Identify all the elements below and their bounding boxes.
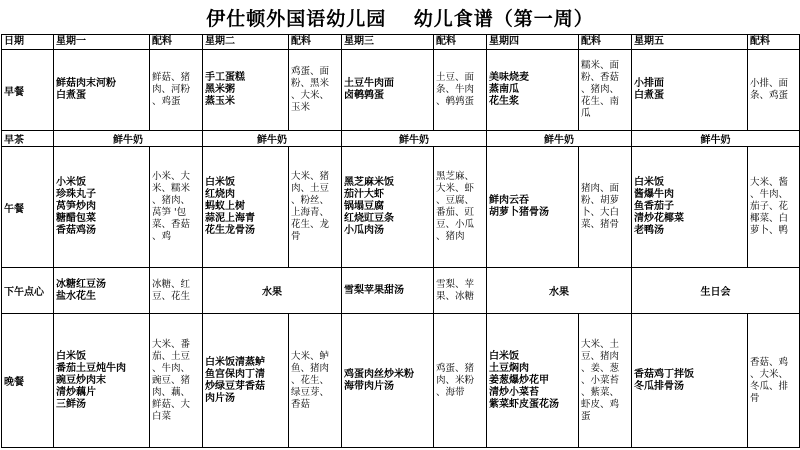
dish: 蒜泥上海青 bbox=[205, 213, 255, 225]
dish: 白米饭 bbox=[634, 177, 664, 189]
dish: 胡萝卜猪骨汤 bbox=[489, 207, 549, 219]
header-tuesday: 星期二 bbox=[203, 35, 289, 50]
afternoon-snack-row bbox=[2, 268, 800, 314]
snack-thu: 水果 bbox=[487, 268, 632, 314]
lunch-mon-dishes bbox=[54, 147, 150, 268]
dish: 鲜肉云吞 bbox=[489, 195, 529, 207]
dish: 海带肉片汤 bbox=[344, 380, 394, 392]
dish: 蒸玉米 bbox=[205, 96, 235, 108]
dish: 清炒藕片 bbox=[56, 386, 96, 398]
dish: 肉片汤 bbox=[205, 392, 235, 404]
dish: 花生浆 bbox=[489, 96, 519, 108]
dish: 小瓜肉汤 bbox=[344, 225, 384, 237]
dish: 鱼宫保肉丁清 bbox=[205, 368, 265, 380]
morning-tea-thu: 鲜牛奶 bbox=[487, 130, 632, 146]
breakfast-fri-ingredients: 小排、面 条、鸡蛋 bbox=[748, 50, 800, 131]
snack-tue: 水果 bbox=[203, 268, 342, 314]
header-wednesday: 星期三 bbox=[342, 35, 434, 50]
meal-label-morning-tea: 早茶 bbox=[2, 130, 54, 146]
dish: 白煮蛋 bbox=[56, 90, 86, 102]
dinner-mon-ingredients: 大米、番 茄、土豆 、牛肉、 豌豆、猪 肉、藕、 鲜菇、大 白菜 bbox=[150, 314, 203, 448]
header-friday: 星期五 bbox=[632, 35, 748, 50]
header-thursday: 星期四 bbox=[487, 35, 579, 50]
dish: 鸡蛋肉丝炒米粉 bbox=[344, 368, 414, 380]
dish: 豌豆炒肉末 bbox=[56, 374, 106, 386]
lunch-thu-ingredients: 猪肉、面 粉、胡萝 卜、大白 菜、猪骨 bbox=[579, 147, 632, 268]
dish: 三鲜汤 bbox=[56, 398, 86, 410]
dish: 糖醋包菜 bbox=[56, 213, 96, 225]
dish: 珍珠丸子 bbox=[56, 189, 96, 201]
header-ingredients: 配料 bbox=[150, 35, 203, 50]
breakfast-row bbox=[2, 50, 800, 131]
dish: 清炒小菜苔 bbox=[489, 386, 539, 398]
dish: 黑芝麻米饭 bbox=[344, 177, 394, 189]
header-ingredients: 配料 bbox=[289, 35, 342, 50]
dish: 鲜菇肉末河粉 bbox=[56, 78, 116, 90]
dish: 红烧肉 bbox=[205, 189, 235, 201]
dish: 茄汁大虾 bbox=[344, 189, 384, 201]
dinner-thu-ingredients: 大米、土 豆、猪肉 、姜、葱 、小菜苔 、紫菜、 虾皮、鸡 蛋 bbox=[579, 314, 632, 448]
header-monday: 星期一 bbox=[54, 35, 150, 50]
meal-label-lunch: 午餐 bbox=[2, 147, 54, 268]
dish: 白米饭 bbox=[56, 350, 86, 362]
header-ingredients: 配料 bbox=[579, 35, 632, 50]
dinner-row bbox=[2, 314, 800, 448]
dinner-mon-dishes bbox=[54, 314, 150, 448]
dish: 白煮蛋 bbox=[634, 90, 664, 102]
dinner-thu-dishes bbox=[487, 314, 579, 448]
header-date: 日期 bbox=[2, 35, 54, 50]
dinner-wed-ingredients: 鸡蛋、猪 肉、米粉 、海带 bbox=[434, 314, 487, 448]
weekly-menu-table bbox=[1, 34, 800, 448]
dish: 莴笋炒肉 bbox=[56, 201, 96, 213]
dish: 老鸭汤 bbox=[634, 225, 664, 237]
meal-label-dinner: 晚餐 bbox=[2, 314, 54, 448]
breakfast-wed-ingredients: 土豆、面 条、牛肉 、鹌鹑蛋 bbox=[434, 50, 487, 131]
dish: 盐水花生 bbox=[56, 290, 96, 302]
dish: 香菇鸡汤 bbox=[56, 225, 96, 237]
dinner-tue-dishes bbox=[203, 314, 289, 448]
lunch-mon-ingredients: 小米、大 米、糯米 、猪肉、 莴笋 '包 菜、香菇 、鸡 bbox=[150, 147, 203, 268]
lunch-fri-dishes bbox=[632, 147, 748, 268]
breakfast-tue-dishes bbox=[203, 50, 289, 131]
dish: 紫菜虾皮蛋花汤 bbox=[489, 398, 559, 410]
dish: 番茄土豆炖牛肉 bbox=[56, 362, 126, 374]
lunch-fri-ingredients: 大米、酱 、牛肉、 茄子、花 椰菜、白 萝卜、鸭 bbox=[748, 147, 800, 268]
dish: 蚂蚁上树 bbox=[205, 201, 245, 213]
morning-tea-fri: 鲜牛奶 bbox=[632, 130, 800, 146]
dish: 锅塌豆腐 bbox=[344, 201, 384, 213]
dish: 姜葱爆炒花甲 bbox=[489, 374, 549, 386]
dish: 红烧豇豆条 bbox=[344, 213, 394, 225]
dish: 酱爆牛肉 bbox=[634, 189, 674, 201]
page-title: 伊仕顿外国语幼儿园 幼儿食谱（第一周） bbox=[206, 7, 594, 30]
lunch-tue-dishes bbox=[203, 147, 289, 268]
dish: 冰糖红豆汤 bbox=[56, 278, 106, 290]
lunch-tue-ingredients: 大米、猪 肉、土豆 、粉丝、 上海青、 花生、龙 骨 bbox=[289, 147, 342, 268]
dish: 土豆牛肉面 bbox=[344, 78, 394, 90]
dish: 黑米粥 bbox=[205, 84, 235, 96]
dish: 炒绿豆芽香菇 bbox=[205, 380, 265, 392]
dish: 手工蛋糕 bbox=[205, 72, 245, 84]
header-ingredients: 配料 bbox=[748, 35, 800, 50]
breakfast-wed-dishes bbox=[342, 50, 434, 131]
breakfast-thu-ingredients: 糯米、面 粉、香菇 、猪肉、 花生、南 瓜 bbox=[579, 50, 632, 131]
morning-tea-tue: 鲜牛奶 bbox=[203, 130, 342, 146]
dish: 白米饭清蒸鲈 bbox=[205, 356, 265, 368]
dish: 土豆焖肉 bbox=[489, 362, 529, 374]
lunch-thu-dishes bbox=[487, 147, 579, 268]
dish: 香菇鸡丁拌饭 bbox=[634, 368, 694, 380]
breakfast-fri-dishes bbox=[632, 50, 748, 131]
dinner-tue-ingredients: 大米、鲈 鱼、猪肉 、花生、 绿豆芽、 香菇 bbox=[289, 314, 342, 448]
morning-tea-row bbox=[2, 130, 800, 146]
morning-tea-wed: 鲜牛奶 bbox=[342, 130, 487, 146]
dish: 花生龙骨汤 bbox=[205, 225, 255, 237]
dinner-fri-ingredients: 香菇、鸡 、大米、 冬瓜、排 骨 bbox=[748, 314, 800, 448]
breakfast-mon-ingredients: 鲜菇、猪 肉、河粉 、鸡蛋 bbox=[150, 50, 203, 131]
lunch-row bbox=[2, 147, 800, 268]
dish: 白米饭 bbox=[489, 350, 519, 362]
dish: 蒸南瓜 bbox=[489, 84, 519, 96]
lunch-wed-ingredients: 黑芝麻、 大米、虾 、豆腐、 番茄、豇 豆、小瓜 、猪肉 bbox=[434, 147, 487, 268]
dish: 美味烧麦 bbox=[489, 72, 529, 84]
dish: 冬瓜排骨汤 bbox=[634, 380, 684, 392]
header-ingredients: 配料 bbox=[434, 35, 487, 50]
dish: 白米饭 bbox=[205, 177, 235, 189]
breakfast-mon-dishes bbox=[54, 50, 150, 131]
dish: 卤鹌鹑蛋 bbox=[344, 90, 384, 102]
morning-tea-mon: 鲜牛奶 bbox=[54, 130, 203, 146]
meal-label-breakfast: 早餐 bbox=[2, 50, 54, 131]
breakfast-thu-dishes bbox=[487, 50, 579, 131]
lunch-wed-dishes bbox=[342, 147, 434, 268]
breakfast-tue-ingredients: 鸡蛋、面 粉、黑米 、大米、 玉米 bbox=[289, 50, 342, 131]
snack-fri: 生日会 bbox=[632, 268, 800, 314]
header-row bbox=[2, 35, 800, 50]
meal-label-afternoon-snack: 下午点心 bbox=[2, 268, 54, 314]
snack-wed-dish: 雪梨苹果甜汤 bbox=[342, 268, 434, 314]
snack-wed-ingredients: 雪梨、苹 果、冰糖 bbox=[434, 268, 487, 314]
dish: 小米饭 bbox=[56, 177, 86, 189]
snack-mon-dishes bbox=[54, 268, 150, 314]
dinner-wed-dishes bbox=[342, 314, 434, 448]
dinner-fri-dishes bbox=[632, 314, 748, 448]
dish: 小排面 bbox=[634, 78, 664, 90]
dish: 清炒花椰菜 bbox=[634, 213, 684, 225]
snack-mon-ingredients: 冰糖、红 豆、花生 bbox=[150, 268, 203, 314]
dish: 鱼香茄子 bbox=[634, 201, 674, 213]
